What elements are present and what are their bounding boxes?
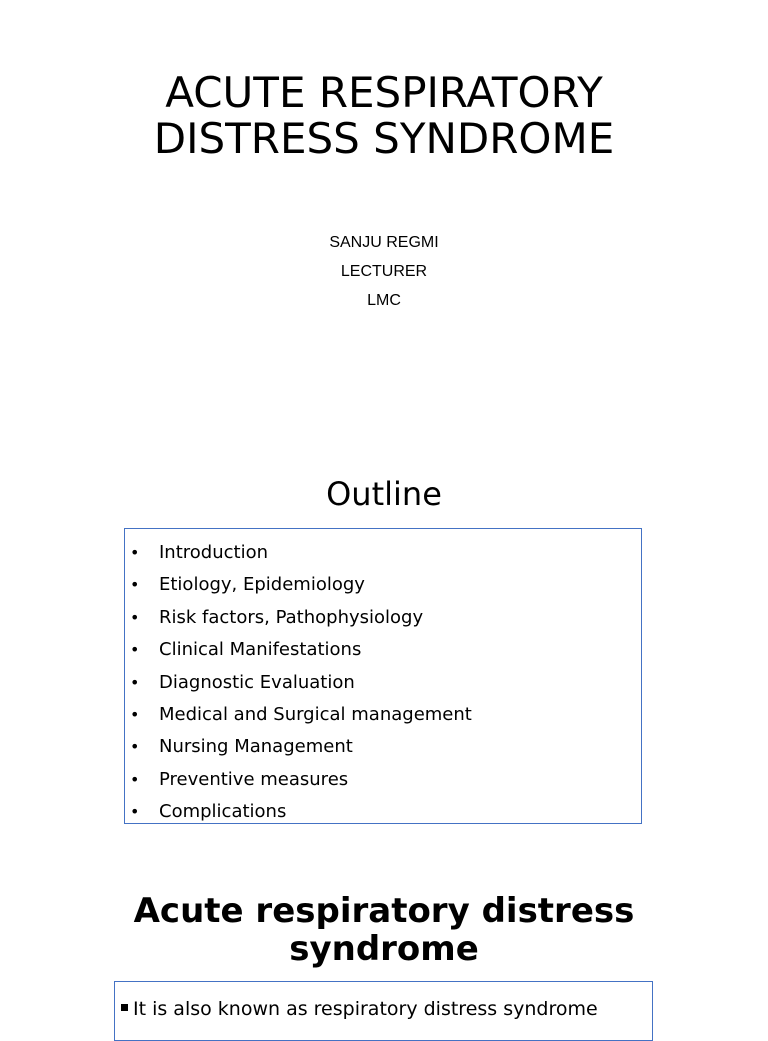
outline-item — [125, 699, 641, 731]
ards-bullet-item — [115, 996, 652, 1022]
outline-item — [125, 796, 641, 828]
bullet-icon: • — [130, 737, 140, 757]
outline-content-box — [124, 528, 642, 824]
outline-item — [125, 764, 641, 796]
bullet-icon: • — [130, 672, 140, 692]
outline-item — [125, 634, 641, 666]
ards-heading-line-2: syndrome — [289, 929, 479, 969]
outline-item-text: Nursing Management — [159, 736, 353, 758]
outline-item-text: Medical and Surgical management — [159, 703, 472, 725]
bullet-icon: • — [130, 575, 140, 595]
outline-item — [125, 602, 641, 634]
author-block — [0, 228, 768, 315]
outline-heading: Outline — [326, 475, 442, 513]
outline-item — [125, 537, 641, 569]
outline-item-text: Complications — [159, 801, 287, 823]
outline-item-text: Preventive measures — [159, 768, 349, 790]
author-role: LECTURER — [340, 263, 428, 280]
outline-item-text: Introduction — [159, 542, 269, 563]
ards-bullet-text: It is also known as respiratory distress syndrome — [133, 998, 598, 1020]
author-name: SANJU REGMI — [329, 234, 439, 251]
author-institution: LMC — [367, 292, 401, 309]
outline-list — [125, 529, 641, 829]
bullet-icon: • — [130, 802, 140, 822]
ards-content-box — [114, 981, 653, 1041]
ards-heading — [0, 892, 768, 968]
slide-title — [0, 70, 768, 162]
bullet-icon: • — [130, 607, 140, 627]
outline-item — [125, 731, 641, 763]
outline-item — [125, 569, 641, 601]
ards-heading-line-1: Acute respiratory distress — [133, 891, 635, 931]
bullet-icon: • — [130, 704, 140, 724]
bullet-icon: • — [130, 640, 140, 660]
outline-item-text: Risk factors, Pathophysiology — [159, 606, 424, 628]
title-line-1: ACUTE RESPIRATORY — [165, 68, 603, 117]
outline-item-text: Etiology, Epidemiology — [159, 574, 365, 596]
square-bullet-icon — [121, 1004, 128, 1011]
outline-item-text: Clinical Manifestations — [159, 639, 362, 661]
title-line-2: DISTRESS SYNDROME — [153, 114, 615, 163]
bullet-icon: • — [130, 769, 140, 789]
bullet-icon: • — [130, 543, 140, 562]
outline-item-text: Diagnostic Evaluation — [159, 671, 355, 693]
outline-item — [125, 667, 641, 699]
